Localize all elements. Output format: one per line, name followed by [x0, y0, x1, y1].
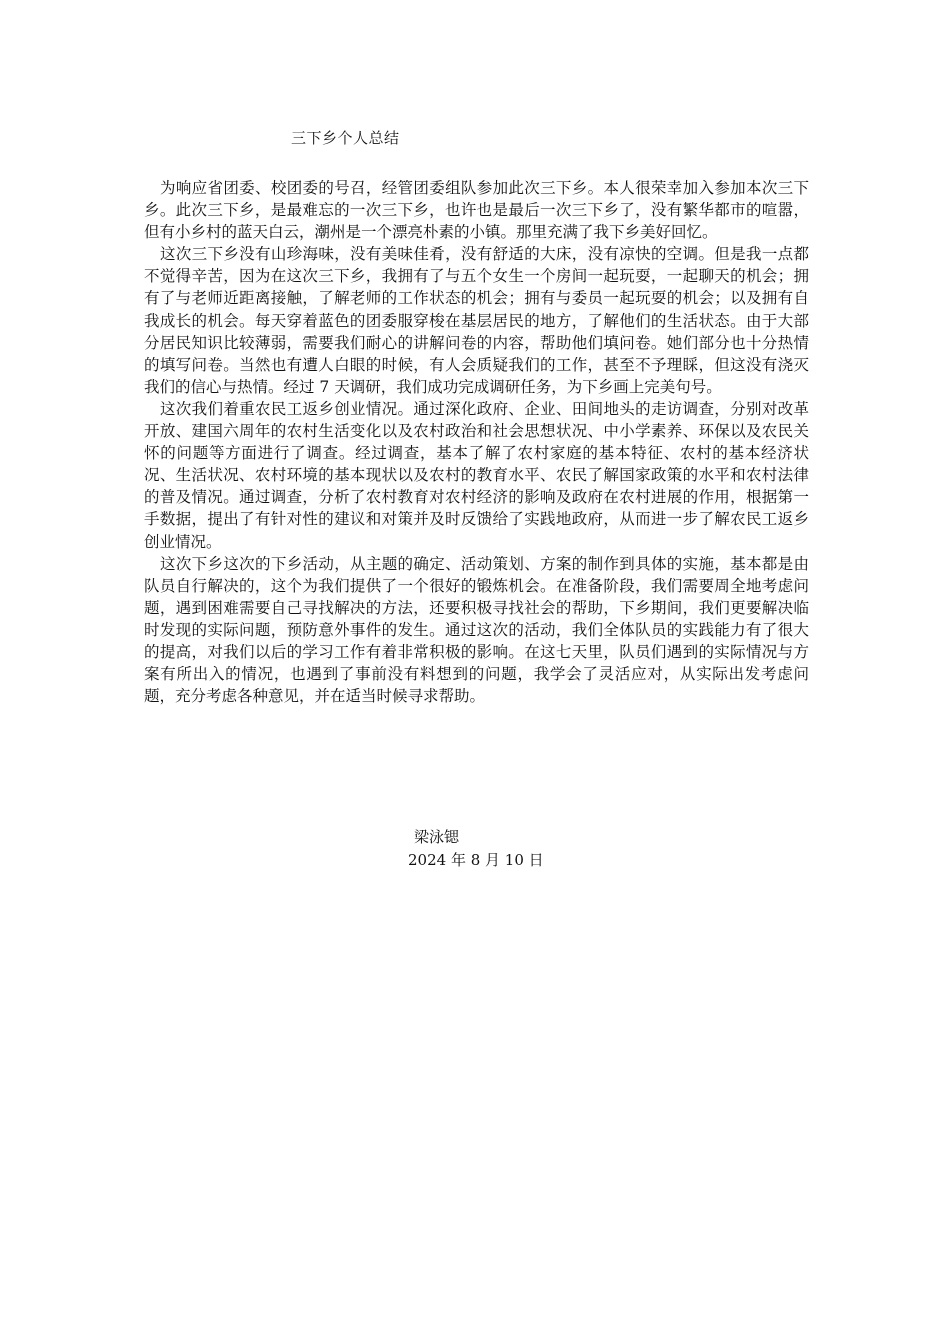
document-date: 2024 年 8 月 10 日: [408, 851, 544, 869]
paragraph-2: 这次三下乡没有山珍海味，没有美味佳肴，没有舒适的大床，没有凉快的空调。但是我一点都不觉得辛苦，因为在这次三下乡，我拥有了与五个女生一个房间一起玩耍，一起聊天的机会；拥有了与老师近距离接触，了解老师的工作状态的机会；拥有与委员一起玩耍的机会；以及拥有自我成长的机会。每天穿着蓝色的团委服穿梭在基层居民的地方，了解他们的生活状态。由于大部分居民知识比较薄弱，需要我们耐心的讲解问卷的内容，帮助他们填问卷。她们部分也十分热情的填写问卷。当然也有遭人白眼的时候，有人会质疑我们的工作，甚至不予理睬，但这没有浇灭我们的信心与热情。经过 7 天调研，我们成功完成调研任务，为下乡画上完美句号。: [144, 245, 809, 396]
author-name: 梁泳锶: [414, 828, 460, 846]
document-title: 三下乡个人总结: [291, 129, 400, 147]
paragraph-3: 这次我们着重农民工返乡创业情况。通过深化政府、企业、田间地头的走访调查，分别对改革开放、建国六周年的农村生活变化以及农村政治和社会思想状况、中小学素养、环保以及农民关怀的问题等方面进行了调查。经过调查，基本了解了农村家庭的基本特征、农村的基本经济状况、生活状况、农村环境的基本现状以及农村的教育水平、农民了解国家政策的水平和农村法律的普及情况。通过调查，分析了农村教育对农村经济的影响及政府在农村进展的作用，根据第一手数据，提出了有针对性的建议和对策并及时反馈给了实践地政府，从而进一步了解农民工返乡创业情况。: [144, 399, 809, 551]
document-body: [144, 177, 809, 707]
paragraph-1: 为响应省团委、校团委的号召，经管团委组队参加此次三下乡。本人很荣幸加入参加本次三下乡。此次三下乡，是最难忘的一次三下乡，也许也是最后一次三下乡了，没有繁华都市的喧嚣，但有小乡村的蓝天白云，潮州是一个漂亮朴素的小镇。那里充满了我下乡美好回忆。: [144, 179, 809, 242]
paragraph-4: 这次下乡这次的下乡活动，从主题的确定、活动策划、方案的制作到具体的实施，基本都是由队员自行解决的，这个为我们提供了一个很好的锻炼机会。在准备阶段，我们需要周全地考虑问题，遇到困难需要自己寻找解决的方法，还要积极寻找社会的帮助，下乡期间，我们更要解决临时发现的实际问题，预防意外事件的发生。通过这次的活动，我们全体队员的实践能力有了很大的提高，对我们以后的学习工作有着非常积极的影响。在这七天里，队员们遇到的实际情况与方案有所出入的情况，也遇到了事前没有料想到的问题，我学会了灵活应对，从实际出发考虑问题，充分考虑各种意见，并在适当时候寻求帮助。: [144, 554, 809, 706]
